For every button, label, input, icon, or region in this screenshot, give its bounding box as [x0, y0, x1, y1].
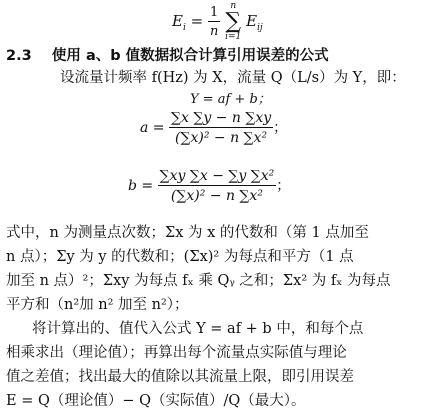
fraction-numerator: 1 — [208, 5, 220, 22]
definition-line: 加至 n 点）²；Σxy 为每点 fₓ 乘 Qᵧ 之和；Σx² 为 fₓ 为每点 — [6, 273, 391, 289]
sum-lower-limit: i=1 — [225, 32, 242, 42]
top-formula — [172, 2, 263, 42]
formula-lhs: E — [172, 12, 183, 30]
sum-term: E — [246, 12, 258, 30]
paragraph-line: E = Q（理论值）− Q（实际值）/Q（最大）。 — [6, 393, 306, 409]
sum-upper-limit: n — [230, 1, 237, 11]
intro-line: 设流量计频率 f(Hz) 为 X，流量 Q（L/s）为 Y，即： — [60, 70, 406, 86]
paragraph-line: 将计算出的、值代入公式 Y = af + b 中，和每个点 — [32, 321, 364, 337]
equation-a-numerator: ∑x ∑y − n ∑xy — [170, 110, 272, 126]
paragraph-line: 相乘求出（理论值）；再算出每个流量点实际值与理论 — [6, 345, 347, 361]
formula-fraction — [208, 5, 220, 39]
equation-a — [140, 110, 287, 146]
equation-b-lhs: b = — [128, 178, 154, 194]
equation-b-end: ； — [276, 178, 291, 194]
equation-b — [128, 168, 290, 204]
fraction-denominator: n — [209, 24, 219, 39]
formula-equals: = — [190, 12, 204, 30]
model-equation: Y = af + b； — [190, 92, 271, 107]
equation-a-fraction — [169, 110, 273, 146]
section-heading — [6, 44, 329, 65]
section-number: 2.3 — [6, 48, 32, 64]
equation-a-lhs: a = — [140, 120, 165, 136]
equation-b-fraction — [158, 168, 277, 204]
section-title: 使用 a、b 值数据拟合计算引用误差的公式 — [51, 48, 329, 64]
equation-a-end: ； — [273, 120, 288, 136]
paragraph-line: 值之差值；找出最大的值除以其流量上限，即引用误差 — [6, 369, 354, 385]
equation-a-denominator: (∑x)² − n ∑x² — [175, 130, 268, 146]
equation-b-denominator: (∑x)² − n ∑x² — [170, 188, 263, 204]
definition-line: 平方和（n²加 n² 加至 n²）； — [6, 297, 189, 313]
formula-lhs-sub: i — [182, 23, 186, 33]
definition-line: n 点）；Σy 为 y 的代数和；(Σx)² 为每点和平方（1 点 — [6, 249, 354, 265]
equation-b-numerator: ∑xy ∑x − ∑y ∑x² — [159, 168, 275, 184]
definition-line: 式中，n 为测量点次数；Σx 为 x 的代数和（第 1 点加至 — [6, 225, 369, 241]
summation-symbol: n ∑ i=1 — [225, 1, 242, 42]
sum-term-sub: ij — [257, 23, 263, 33]
